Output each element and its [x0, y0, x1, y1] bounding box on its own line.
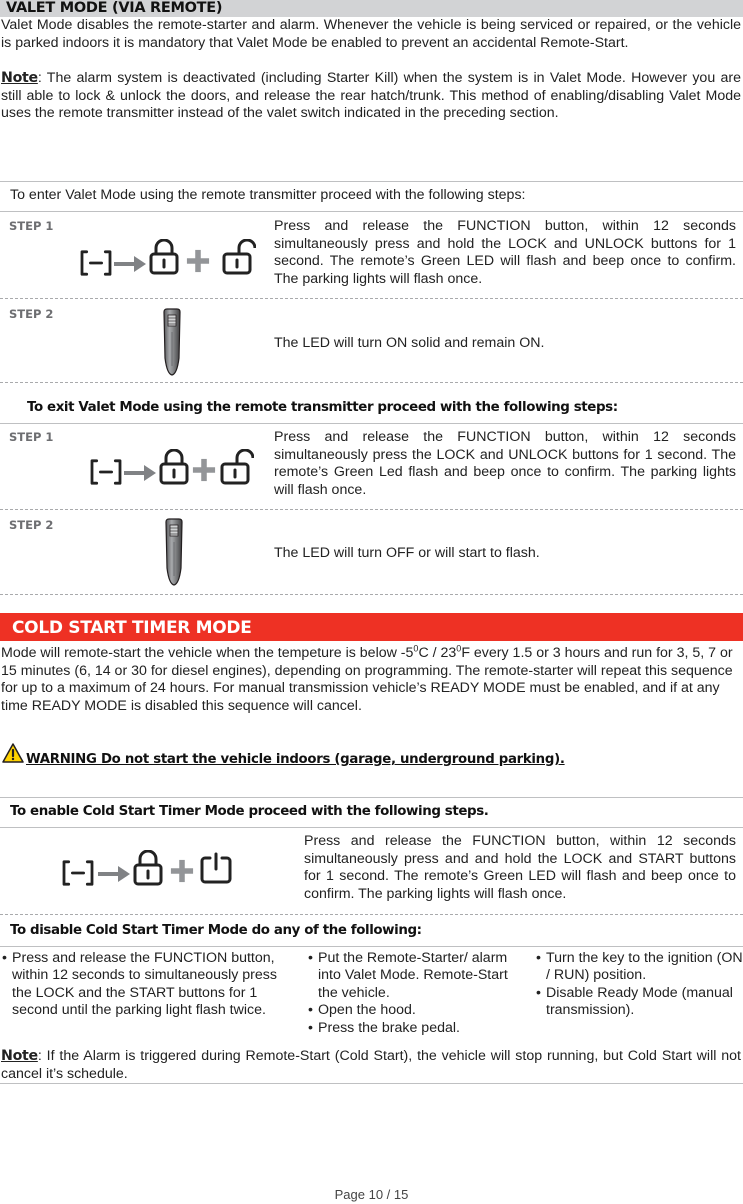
disable-option-item: • Turn the key to the ignition (ON / RUN) position. [536, 950, 743, 985]
page-number: Page 10 / 15 [334, 1187, 409, 1202]
enable-cold-title: To enable Cold Start Timer Mode proceed with the following steps. [10, 804, 489, 819]
disable-option-item: • Disable Ready Mode (manual transmission). [536, 985, 743, 1020]
valet-note-text: : The alarm system is deactivated (including Starter Kill) when the system is in Valet Mode. However you are still able to lock & unlock the doors, and release the rear hatch/trunk. This method of enabling/disabling Valet Mode uses the remote transmitter instead of the valet switch indicated in the preceding section. [1, 70, 741, 122]
divider [0, 423, 743, 424]
divider [0, 1083, 743, 1084]
cold-intro [1, 645, 736, 715]
enter-valet-title: To enter Valet Mode using the remote transmitter proceed with the following steps: [10, 187, 526, 203]
cold-start-header: COLD START TIMER MODE [0, 613, 743, 641]
plus-icon [186, 249, 210, 273]
disable-option-item: • Open the hood. [308, 1002, 508, 1019]
valet-mode-header: VALET MODE (VIA REMOTE) [0, 0, 743, 17]
exit-step2-text: The LED will turn OFF or will start to flash. [274, 545, 540, 561]
valet-note [1, 70, 741, 123]
disable-options-col2 [308, 950, 508, 1037]
remote-fob-icon [164, 518, 184, 586]
enter-step1-label: STEP 1 [9, 219, 54, 233]
lock-closed-icon [132, 850, 164, 886]
cold-note [1, 1048, 741, 1083]
lock-open-icon [222, 239, 256, 275]
divider [0, 946, 743, 947]
divider [0, 211, 743, 212]
cold-note-label: Note [1, 1048, 38, 1064]
arrow-right-icon [114, 254, 146, 274]
enter-step2-label: STEP 2 [9, 307, 54, 321]
divider [0, 298, 743, 299]
valet-intro: Valet Mode disables the remote-starter and alarm. Whenever the vehicle is being serviced or repaired, or the vehicle is parked indoors it is mandatory that Valet Mode be enabled to prevent an accidental Remote-Start. [1, 17, 741, 51]
degree-sup: 0 [456, 643, 462, 654]
function-button-icon [80, 249, 112, 277]
divider [0, 827, 743, 828]
disable-option-item: • Put the Remote-Starter/ alarm into Valet Mode. Remote-Start the vehicle. [308, 950, 508, 1002]
divider [0, 797, 743, 798]
disable-options-col1 [2, 950, 290, 1020]
divider [0, 594, 743, 595]
cold-intro-c: F every 1.5 or 3 hours and run for 3, 5, 7 or 15 minutes (6, 14 or 30 for diesel engines), depending on programming. The remote-starter will repeat this sequence for up to a maximum of 24 hours. For manual transmission vehicle’s READY MODE must be enabled, and if at any time READY MODE is disabled this sequence will cancel. [1, 645, 733, 714]
arrow-right-icon [98, 864, 130, 884]
exit-step1-text: Press and release the FUNCTION button, within 12 seconds simultaneously press the LOCK and UNLOCK buttons for 1 second. The remote’s Green Led flash and beep once to confirm. The parking lights will flash once. [274, 429, 736, 498]
arrow-right-icon [124, 463, 156, 483]
remote-fob-icon [162, 308, 182, 376]
lock-open-icon [220, 449, 254, 485]
exit-step2-label: STEP 2 [9, 518, 54, 532]
lock-closed-icon [158, 449, 190, 485]
disable-option-item: • Press the brake pedal. [308, 1020, 508, 1037]
divider [0, 914, 743, 915]
disable-options-col3 [536, 950, 743, 1020]
enter-step2-text: The LED will turn ON solid and remain ON. [274, 335, 545, 351]
divider [0, 509, 743, 510]
start-power-icon [200, 852, 232, 884]
plus-icon [192, 458, 216, 482]
cold-intro-b: C / 23 [418, 645, 457, 661]
cold-intro-a: Mode will remote-start the vehicle when the tempeture is below -5 [1, 645, 414, 661]
valet-note-label: Note [1, 70, 38, 86]
warning-triangle-icon [2, 743, 24, 763]
enable-cold-text: Press and release the FUNCTION button, within 12 seconds simultaneously press and and hold the LOCK and START buttons for 1 second. The remote’s Green LED will flash and beep once to confirm. The parking lights will flash once. [304, 833, 736, 902]
disable-option-item: • Press and release the FUNCTION button, within 12 seconds to simultaneously press the LOCK and the START buttons for 1 second until the parking light flash twice. [2, 950, 290, 1020]
function-button-icon [90, 458, 122, 486]
degree-sup: 0 [413, 643, 419, 654]
exit-valet-title: To exit Valet Mode using the remote transmitter proceed with the following steps: [27, 400, 618, 415]
exit-step1-label: STEP 1 [9, 430, 54, 444]
warning-text: WARNING Do not start the vehicle indoors (garage, underground parking). [26, 752, 565, 767]
function-button-icon [62, 859, 94, 887]
divider [0, 181, 743, 182]
plus-icon [170, 859, 194, 883]
divider [0, 382, 743, 383]
lock-closed-icon [148, 239, 180, 275]
enter-step1-text: Press and release the FUNCTION button, within 12 seconds simultaneously press and hold the LOCK and UNLOCK buttons for 1 second. The remote’s Green LED will flash and beep once to confirm. The parking lights will flash once. [274, 218, 736, 287]
cold-note-text: : If the Alarm is triggered during Remote-Start (Cold Start), the vehicle will stop running, but Cold Start will not cancel it’s schedule. [1, 1048, 741, 1082]
disable-cold-title: To disable Cold Start Timer Mode do any of the following: [10, 923, 422, 938]
